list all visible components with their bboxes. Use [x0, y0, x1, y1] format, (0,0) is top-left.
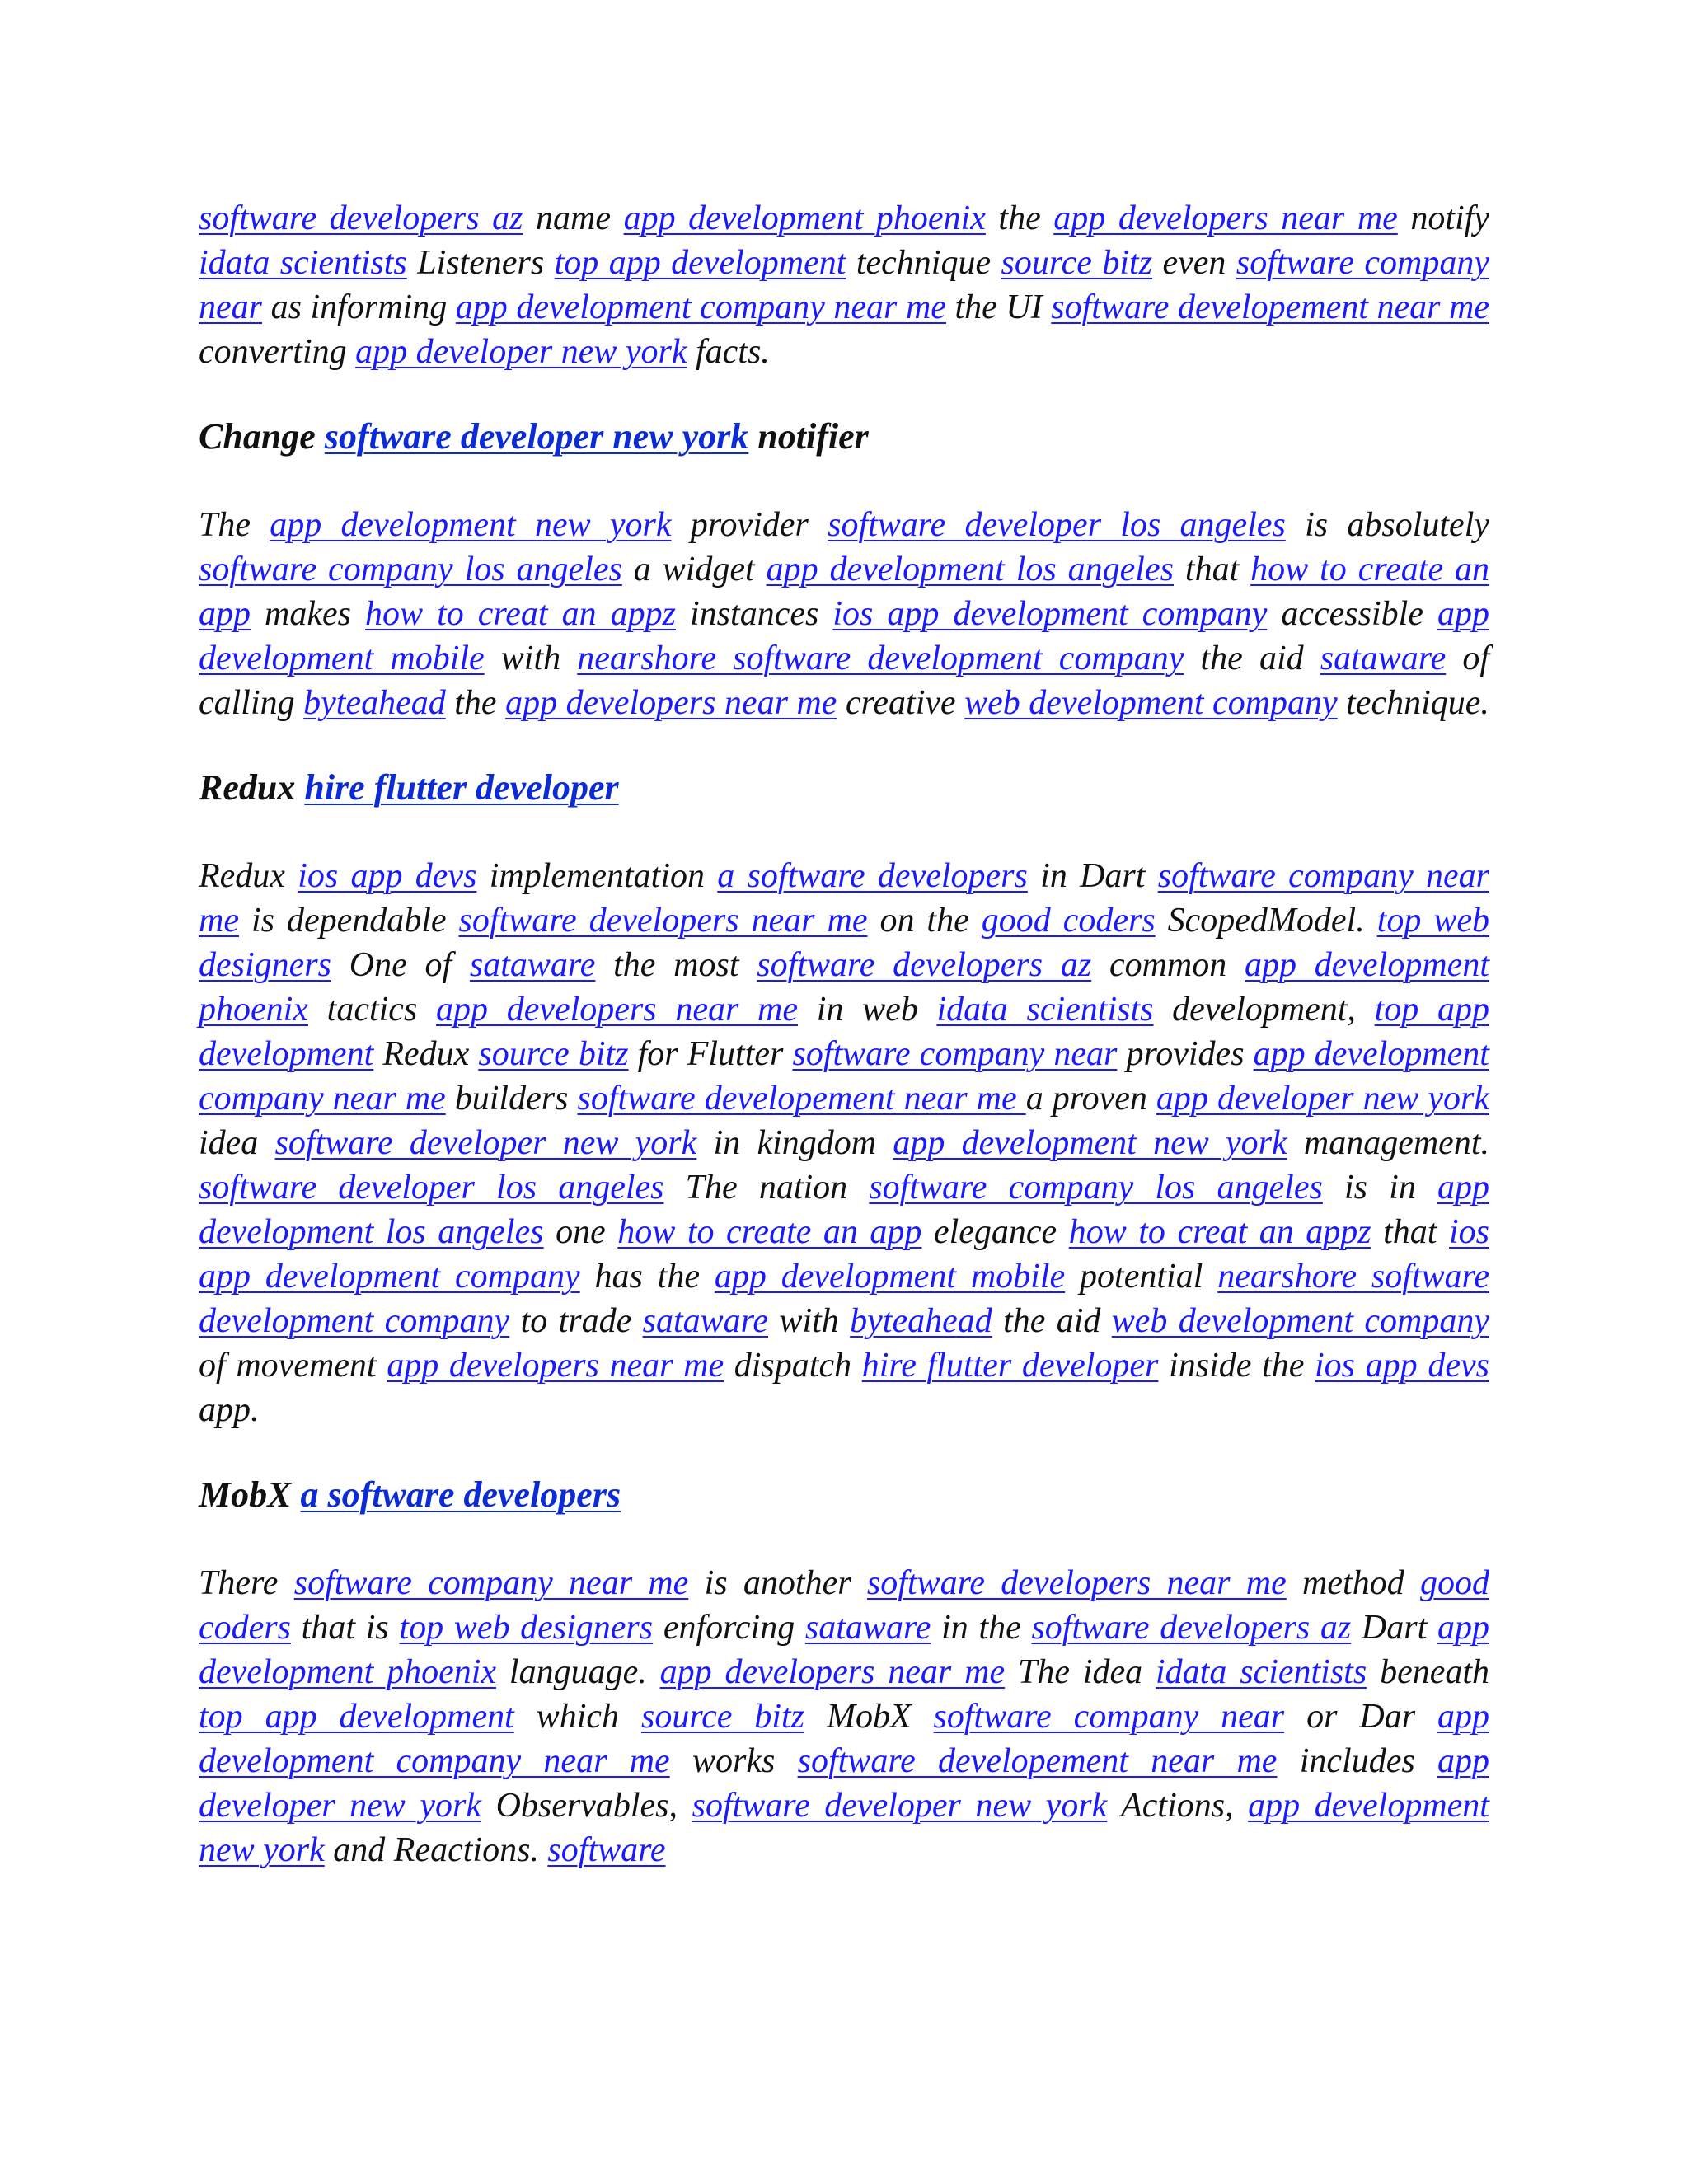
- inline-link[interactable]: app developers near me: [659, 1653, 1006, 1691]
- paragraph-text: dispatch: [724, 1347, 862, 1385]
- inline-link[interactable]: a software developers: [300, 1474, 621, 1515]
- inline-link[interactable]: software: [547, 1831, 666, 1869]
- paragraph-text: to trade: [509, 1302, 643, 1340]
- paragraph-text: in Dart: [1027, 857, 1158, 895]
- paragraph-text: notify: [1397, 199, 1489, 237]
- inline-link[interactable]: app development new york: [199, 1787, 1489, 1869]
- paragraph-text: Redux: [199, 767, 305, 808]
- paragraph-text: has the: [579, 1258, 715, 1296]
- body-paragraph: [199, 503, 1489, 725]
- inline-link[interactable]: app development los angeles: [199, 1169, 1489, 1251]
- paragraph-text: includes: [1277, 1742, 1437, 1780]
- block-spacer: [199, 374, 1489, 414]
- inline-link[interactable]: app development phoenix: [199, 946, 1489, 1029]
- inline-link[interactable]: software developer new york: [692, 1787, 1108, 1825]
- inline-link[interactable]: nearshore software development company: [577, 640, 1184, 677]
- inline-link[interactable]: software company los angeles: [199, 551, 622, 588]
- inline-link[interactable]: software developers near me: [866, 1564, 1287, 1602]
- paragraph-text: There: [199, 1564, 294, 1602]
- block-spacer: [199, 725, 1489, 765]
- inline-link[interactable]: software developer los angeles: [199, 1169, 664, 1207]
- paragraph-text: in web: [798, 991, 937, 1029]
- inline-link[interactable]: software developement near me: [577, 1080, 1026, 1118]
- paragraph-text: development,: [1153, 991, 1375, 1029]
- paragraph-text: Change: [199, 416, 325, 457]
- inline-link[interactable]: software developers az: [199, 199, 523, 237]
- paragraph-text: the: [445, 684, 506, 722]
- inline-link[interactable]: app development los angeles: [766, 551, 1174, 588]
- paragraph-text: provider: [671, 506, 828, 544]
- paragraph-text: potential: [1065, 1258, 1218, 1296]
- inline-link[interactable]: source bitz: [640, 1698, 805, 1736]
- paragraph-text: beneath: [1367, 1653, 1490, 1691]
- paragraph-text: technique: [846, 244, 1001, 282]
- inline-link[interactable]: byteahead: [303, 684, 446, 722]
- paragraph-text: is absolutely: [1285, 506, 1489, 544]
- paragraph-text: a widget: [621, 551, 767, 588]
- paragraph-text: that: [1371, 1213, 1449, 1251]
- paragraph-text: the UI: [945, 288, 1052, 326]
- inline-link[interactable]: software company near: [933, 1698, 1285, 1736]
- paragraph-text: ScopedModel.: [1155, 902, 1377, 940]
- inline-link[interactable]: app developers near me: [505, 684, 837, 722]
- inline-link[interactable]: how to create an app: [617, 1213, 922, 1251]
- inline-link[interactable]: app development company near me: [199, 1035, 1489, 1118]
- inline-link[interactable]: byteahead: [850, 1302, 992, 1340]
- inline-link[interactable]: ios app devs: [298, 857, 477, 895]
- paragraph-text: MobX: [199, 1474, 301, 1515]
- inline-link[interactable]: software developer new york: [274, 1124, 697, 1162]
- inline-link[interactable]: software company los angeles: [869, 1169, 1323, 1207]
- paragraph-text: in kingdom: [696, 1124, 893, 1162]
- paragraph-text: the most: [595, 946, 757, 984]
- paragraph-text: Listeners: [406, 244, 555, 282]
- paragraph-text: implementation: [476, 857, 718, 895]
- paragraph-text: a proven: [1025, 1080, 1156, 1118]
- inline-link[interactable]: app developers near me: [1053, 199, 1398, 237]
- inline-link[interactable]: top app development: [199, 991, 1489, 1073]
- paragraph-text: the: [985, 199, 1054, 237]
- inline-link[interactable]: app development mobile: [199, 595, 1490, 677]
- inline-link[interactable]: app development new york: [270, 506, 672, 544]
- paragraph-text: provides: [1117, 1035, 1254, 1073]
- paragraph-text: Observables,: [481, 1787, 692, 1825]
- paragraph-text: accessible: [1267, 595, 1438, 633]
- paragraph-text: Redux: [373, 1035, 479, 1073]
- inline-link[interactable]: top web designers: [399, 1609, 654, 1647]
- paragraph-text: name: [523, 199, 624, 237]
- inline-link[interactable]: software developement near me: [797, 1742, 1278, 1780]
- inline-link[interactable]: how to creat an appz: [365, 595, 676, 633]
- inline-link[interactable]: top web designers: [199, 902, 1490, 984]
- paragraph-text: Redux: [199, 857, 298, 895]
- inline-link[interactable]: good coders: [199, 1564, 1489, 1647]
- paragraph-text: one: [543, 1213, 618, 1251]
- paragraph-text: converting: [199, 333, 356, 371]
- paragraph-text: in the: [931, 1609, 1032, 1647]
- paragraph-text: on the: [867, 902, 982, 940]
- paragraph-text: The idea: [1005, 1653, 1156, 1691]
- inline-link[interactable]: software developer new york: [324, 416, 749, 457]
- inline-link[interactable]: sataware: [469, 946, 596, 984]
- paragraph-text: common: [1091, 946, 1245, 984]
- inline-link[interactable]: app development mobile: [714, 1258, 1066, 1296]
- paragraph-text: notifier: [748, 416, 869, 457]
- paragraph-text: Actions,: [1107, 1787, 1249, 1825]
- paragraph-text: The: [199, 506, 270, 544]
- paragraph-text: for Flutter: [628, 1035, 793, 1073]
- inline-link[interactable]: app development company near me: [455, 288, 946, 326]
- section-heading: [199, 1472, 1489, 1518]
- inline-link[interactable]: app developers near me: [387, 1347, 724, 1385]
- inline-link[interactable]: ios app devs: [1315, 1347, 1489, 1385]
- paragraph-text: method: [1286, 1564, 1420, 1602]
- paragraph-text: which: [513, 1698, 641, 1736]
- inline-link[interactable]: hire flutter developer: [861, 1347, 1159, 1385]
- inline-link[interactable]: source bitz: [478, 1035, 629, 1073]
- paragraph-text: and Reactions.: [324, 1831, 548, 1869]
- paragraph-text: with: [484, 640, 578, 677]
- inline-link[interactable]: web development company: [1111, 1302, 1489, 1340]
- inline-link[interactable]: software developers az: [1031, 1609, 1352, 1647]
- paragraph-text: that is: [290, 1609, 400, 1647]
- inline-link[interactable]: ios app development company: [832, 595, 1268, 633]
- inline-link[interactable]: app development company near me: [199, 1698, 1489, 1780]
- paragraph-text: is another: [688, 1564, 867, 1602]
- body-paragraph: [199, 854, 1489, 1432]
- inline-link[interactable]: idata scientists: [936, 991, 1154, 1029]
- inline-link[interactable]: sataware: [804, 1609, 931, 1647]
- inline-link[interactable]: top app development: [199, 1698, 514, 1736]
- section-heading: [199, 414, 1489, 460]
- inline-link[interactable]: sataware: [642, 1302, 769, 1340]
- paragraph-text: or Dar: [1284, 1698, 1437, 1736]
- section-heading: [199, 765, 1489, 811]
- paragraph-text: One of: [331, 946, 470, 984]
- inline-link[interactable]: web development company: [964, 684, 1338, 722]
- inline-link[interactable]: app development new york: [893, 1124, 1287, 1162]
- inline-link[interactable]: software company near: [199, 244, 1490, 326]
- block-spacer: [199, 811, 1489, 854]
- inline-link[interactable]: top app development: [554, 244, 846, 282]
- paragraph-text: the aid: [992, 1302, 1112, 1340]
- inline-link[interactable]: app developer new york: [199, 1742, 1489, 1825]
- inline-link[interactable]: software company near me: [293, 1564, 689, 1602]
- paragraph-text: creative: [837, 684, 965, 722]
- inline-link[interactable]: how to creat an appz: [1068, 1213, 1372, 1251]
- paragraph-text: app.: [199, 1391, 260, 1429]
- inline-link[interactable]: hire flutter developer: [304, 767, 619, 808]
- inline-link[interactable]: a software developers: [717, 857, 1028, 895]
- inline-link[interactable]: good coders: [981, 902, 1156, 940]
- inline-link[interactable]: software developer los angeles: [828, 506, 1286, 544]
- inline-link[interactable]: idata scientists: [1156, 1653, 1367, 1691]
- paragraph-text: works: [669, 1742, 798, 1780]
- inline-link[interactable]: app developer new york: [355, 333, 687, 371]
- paragraph-text: enforcing: [653, 1609, 805, 1647]
- inline-link[interactable]: app development phoenix: [623, 199, 986, 237]
- inline-link[interactable]: nearshore software development company: [199, 1258, 1489, 1340]
- paragraph-text: of movement: [199, 1347, 387, 1385]
- paragraph-text: The nation: [663, 1169, 870, 1207]
- paragraph-text: as informing: [262, 288, 456, 326]
- inline-link[interactable]: software company near: [792, 1035, 1118, 1073]
- paragraph-text: facts.: [687, 333, 770, 371]
- inline-link[interactable]: app developers near me: [436, 991, 798, 1029]
- paragraph-text: the aid: [1184, 640, 1320, 677]
- inline-link[interactable]: app development phoenix: [199, 1609, 1489, 1691]
- paragraph-text: Dart: [1351, 1609, 1437, 1647]
- paragraph-text: MobX: [804, 1698, 934, 1736]
- body-paragraph: [199, 196, 1489, 374]
- inline-link[interactable]: how to create an app: [199, 551, 1490, 633]
- paragraph-text: is in: [1322, 1169, 1437, 1207]
- block-spacer: [199, 1432, 1489, 1472]
- block-spacer: [199, 1518, 1489, 1561]
- inline-link[interactable]: software developement near me: [1051, 288, 1489, 326]
- inline-link[interactable]: app developer new york: [1156, 1080, 1489, 1118]
- body-paragraph: [199, 1561, 1489, 1872]
- inline-link[interactable]: software company near me: [199, 857, 1489, 940]
- paragraph-text: management.: [1287, 1124, 1489, 1162]
- paragraph-text: language.: [496, 1653, 660, 1691]
- inline-link[interactable]: ios app development company: [199, 1213, 1489, 1296]
- paragraph-text: even: [1152, 244, 1236, 282]
- paragraph-text: technique.: [1337, 684, 1489, 722]
- paragraph-text: that: [1173, 551, 1251, 588]
- inline-link[interactable]: source bitz: [1001, 244, 1153, 282]
- paragraph-text: elegance: [921, 1213, 1069, 1251]
- inline-link[interactable]: idata scientists: [199, 244, 407, 282]
- inline-link[interactable]: software developers near me: [458, 902, 868, 940]
- block-spacer: [199, 460, 1489, 503]
- paragraph-text: builders: [445, 1080, 578, 1118]
- paragraph-text: makes: [251, 595, 366, 633]
- paragraph-text: tactics: [307, 991, 436, 1029]
- paragraph-text: instances: [675, 595, 833, 633]
- inline-link[interactable]: sataware: [1320, 640, 1447, 677]
- inline-link[interactable]: software developers az: [757, 946, 1092, 984]
- paragraph-text: idea: [199, 1124, 275, 1162]
- paragraph-text: inside the: [1158, 1347, 1315, 1385]
- paragraph-text: with: [768, 1302, 851, 1340]
- document-page: [199, 196, 1489, 1872]
- paragraph-text: is dependable: [238, 902, 459, 940]
- paragraph-text: of calling: [199, 640, 1490, 722]
